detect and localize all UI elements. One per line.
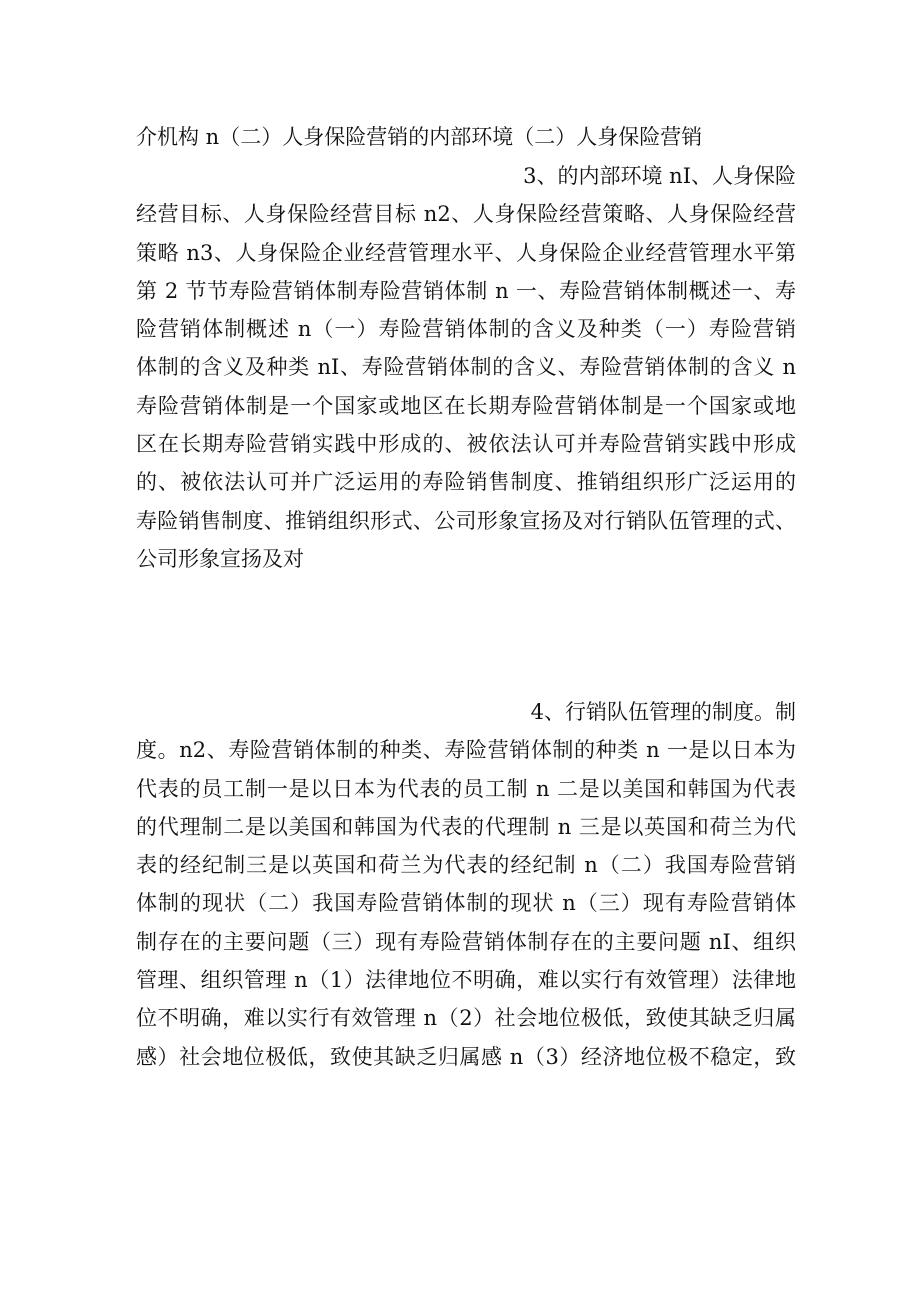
text-line: 策略 n3、人身保险企业经营管理水平、人身保险企业经营管理水平第 [136, 240, 796, 265]
section-heading-line: 3、的内部环境 nI、人身保险 [523, 164, 796, 188]
text-line: 感）社会地位极低，致使其缺乏归属感 n（3）经济地位极不稳定，致 [136, 1044, 796, 1069]
text-line: 位不明确，难以实行有效管理 n（2）社会地位极低，致使其缺乏归属 [136, 1006, 796, 1031]
section-heading-line: 4、行销队伍管理的制度。制 [530, 700, 796, 724]
text-line: 的、被依法认可并广泛运用的寿险销售制度、推销组织形广泛运用的 [136, 470, 796, 495]
paragraph-intro [136, 118, 796, 156]
text-line: 体制的含义及种类 nI、寿险营销体制的含义、寿险营销体制的含义 n [136, 355, 796, 380]
text-line: 的代理制二是以美国和韩国为代表的代理制 n 三是以英国和荷兰为代 [136, 814, 796, 839]
text-line: 制存在的主要问题（三）现有寿险营销体制存在的主要问题 nI、组织 [136, 929, 796, 954]
text-line: 第 2 节节寿险营销体制寿险营销体制 n 一、寿险营销体制概述一、寿 [136, 278, 796, 303]
paragraph-section-4 [136, 693, 796, 1076]
paragraph-section-3 [136, 157, 796, 578]
text-line: 管理、组织管理 n（1）法律地位不明确，难以实行有效管理）法律地 [136, 968, 796, 993]
text-line: 区在长期寿险营销实践中形成的、被依法认可并寿险营销实践中形成 [136, 432, 796, 457]
text-line: 介机构 n（二）人身保险营销的内部环境（二）人身保险营销 [136, 125, 703, 149]
text-line: 险营销体制概述 n（一）寿险营销体制的含义及种类（一）寿险营销 [136, 317, 796, 342]
text-line: 体制的现状（二）我国寿险营销体制的现状 n（三）现有寿险营销体 [136, 891, 796, 916]
text-line: 寿险销售制度、推销组织形式、公司形象宣扬及对行销队伍管理的式、 [136, 508, 796, 533]
text-line: 寿险营销体制是一个国家或地区在长期寿险营销体制是一个国家或地 [136, 393, 796, 418]
text-line: 度。n2、寿险营销体制的种类、寿险营销体制的种类 n 一是以日本为 [136, 738, 796, 763]
text-line: 代表的员工制一是以日本为代表的员工制 n 二是以美国和韩国为代表 [136, 776, 796, 801]
text-line: 经营目标、人身保险经营目标 n2、人身保险经营策略、人身保险经营 [136, 202, 796, 227]
text-line: 公司形象宣扬及对 [136, 546, 304, 571]
text-line: 表的经纪制三是以英国和荷兰为代表的经纪制 n（二）我国寿险营销 [136, 853, 796, 878]
